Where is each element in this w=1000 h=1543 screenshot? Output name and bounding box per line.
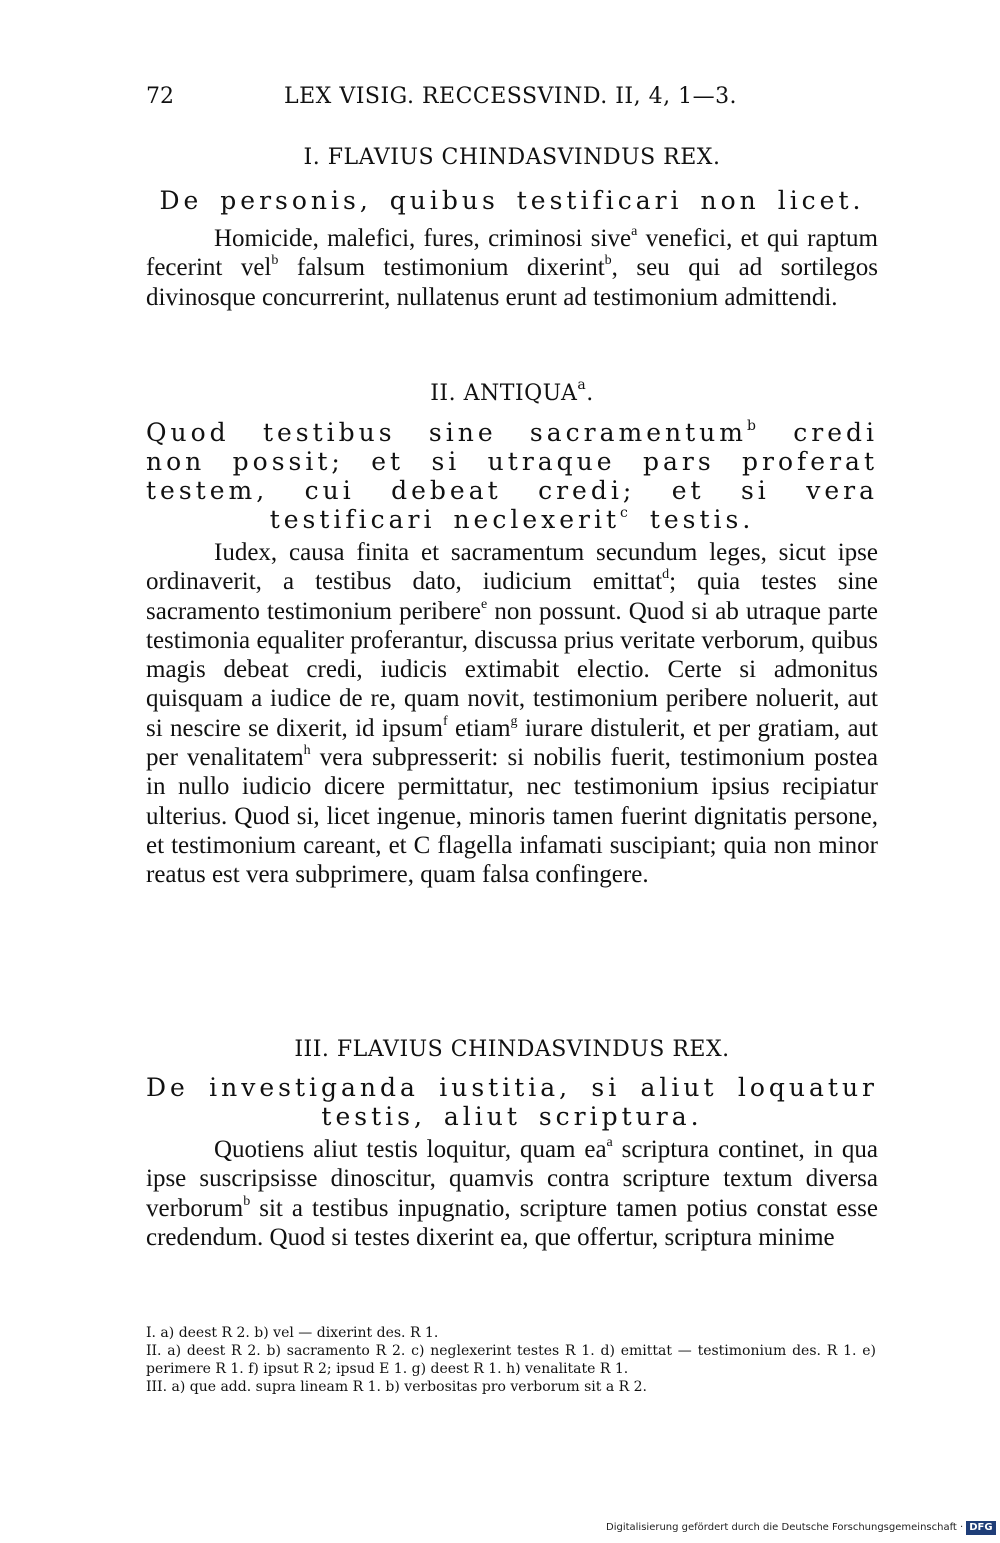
footnotes	[146, 1324, 876, 1396]
section-2-body: Iudex, causa finita et sacramentum secundum leges, sicut ipse ordinaverit, a testibus dato, iudicium emittat$^d$; quia testes sine sacramento testimonium peribere$^e$ non possunt. Quod si ab utraque parte testimonia equaliter proferantur, discussa prius veritate verborum, quibus magis debeat credi, iudicis extimabit electio. Certe si admonitus quisquam a iudice de re, quam novit, testimonium peribere noluerit, aut si nescire se dixerit, id ipsum$^f$ etiam$^g$ iurare distulerit, et per gratiam, aut per venalitatem$^h$ vera subpresserit: si nobilis fuerit, testimonium postea in nullo iudicio dicere permittatur, nec testimonium ipsius recipiatur ulterius. Quod si, licet ingenue, minoris tamen fuerint dignitatis persone, et testimonium careant, et C flagella infamati suscipiant; quia non minor reatus est vera subprimere, quam falsa confingere.	[146, 539, 879, 889]
footnote-section-3: III. a) que add. supra lineam R 1. b) verbositas pro verborum sit a R 2.	[146, 1379, 647, 1395]
running-title: LEX VISIG. RECCESSVIND. II, 4, 1—3.	[284, 84, 738, 109]
section-3-heading: III. FLAVIUS CHINDASVINDUS REX.	[294, 1037, 730, 1062]
section-3-body: Quotiens aliut testis loquitur, quam $ea^a$ scriptura continet, in qua ipse suscripsisse dinoscitur, quamvis contra scripture textum diversa verborum$^b$ sit a testibus inpugnatio, scripture tamen potius constat esse credendum. Quod si testes dixerint ea, que offertur, scriptura minime	[146, 1135, 878, 1251]
footnote-section-2: II. a) deest R 2. b) sacramento R 2. c) neglexerint testes R 1. d) emittat — testimonium des. R 1. e) perimere R 1. f) ipsut R 2; ipsud E 1. g) deest R 1. h) venalitate R 1.	[146, 1343, 876, 1377]
dfg-logo: DFG	[966, 1521, 995, 1535]
section-2-rubric: Quod testibus sine sacramentum$^b$ credi non possit; et si utraque pars proferat testem, cui debeat credi; et si vera testificari neclexerit$^c$ testis.	[146, 418, 878, 534]
section-3-rubric: De investiganda iustitia, si aliut loquatur testis, aliut scriptura.	[146, 1073, 878, 1131]
page-number: 72	[146, 84, 174, 109]
footnote-section-1: I. a) deest R 2. b) vel — dixerint des. R 1.	[146, 1325, 439, 1341]
section-2-heading: II. ANTIQUA$^a$.	[430, 377, 594, 406]
digitization-note: Digitalisierung gefördert durch die Deutsche Forschungsgemeinschaft ·	[606, 1522, 964, 1533]
section-1-rubric: De personis, quibus testificari non licet.	[159, 186, 865, 215]
running-head	[146, 84, 876, 116]
digitization-credit	[606, 1521, 993, 1537]
section-1-heading: I. FLAVIUS CHINDASVINDUS REX.	[303, 145, 721, 170]
section-1-body: Homicide, malefici, fures, criminosi sive$^a$ venefici, et qui raptum fecerint vel$^b$ falsum testimonium dixerint$^b$, seu qui ad sortilegos divinosque concurrerint, nullatenus erunt ad testimonium admittendi.	[146, 224, 878, 311]
